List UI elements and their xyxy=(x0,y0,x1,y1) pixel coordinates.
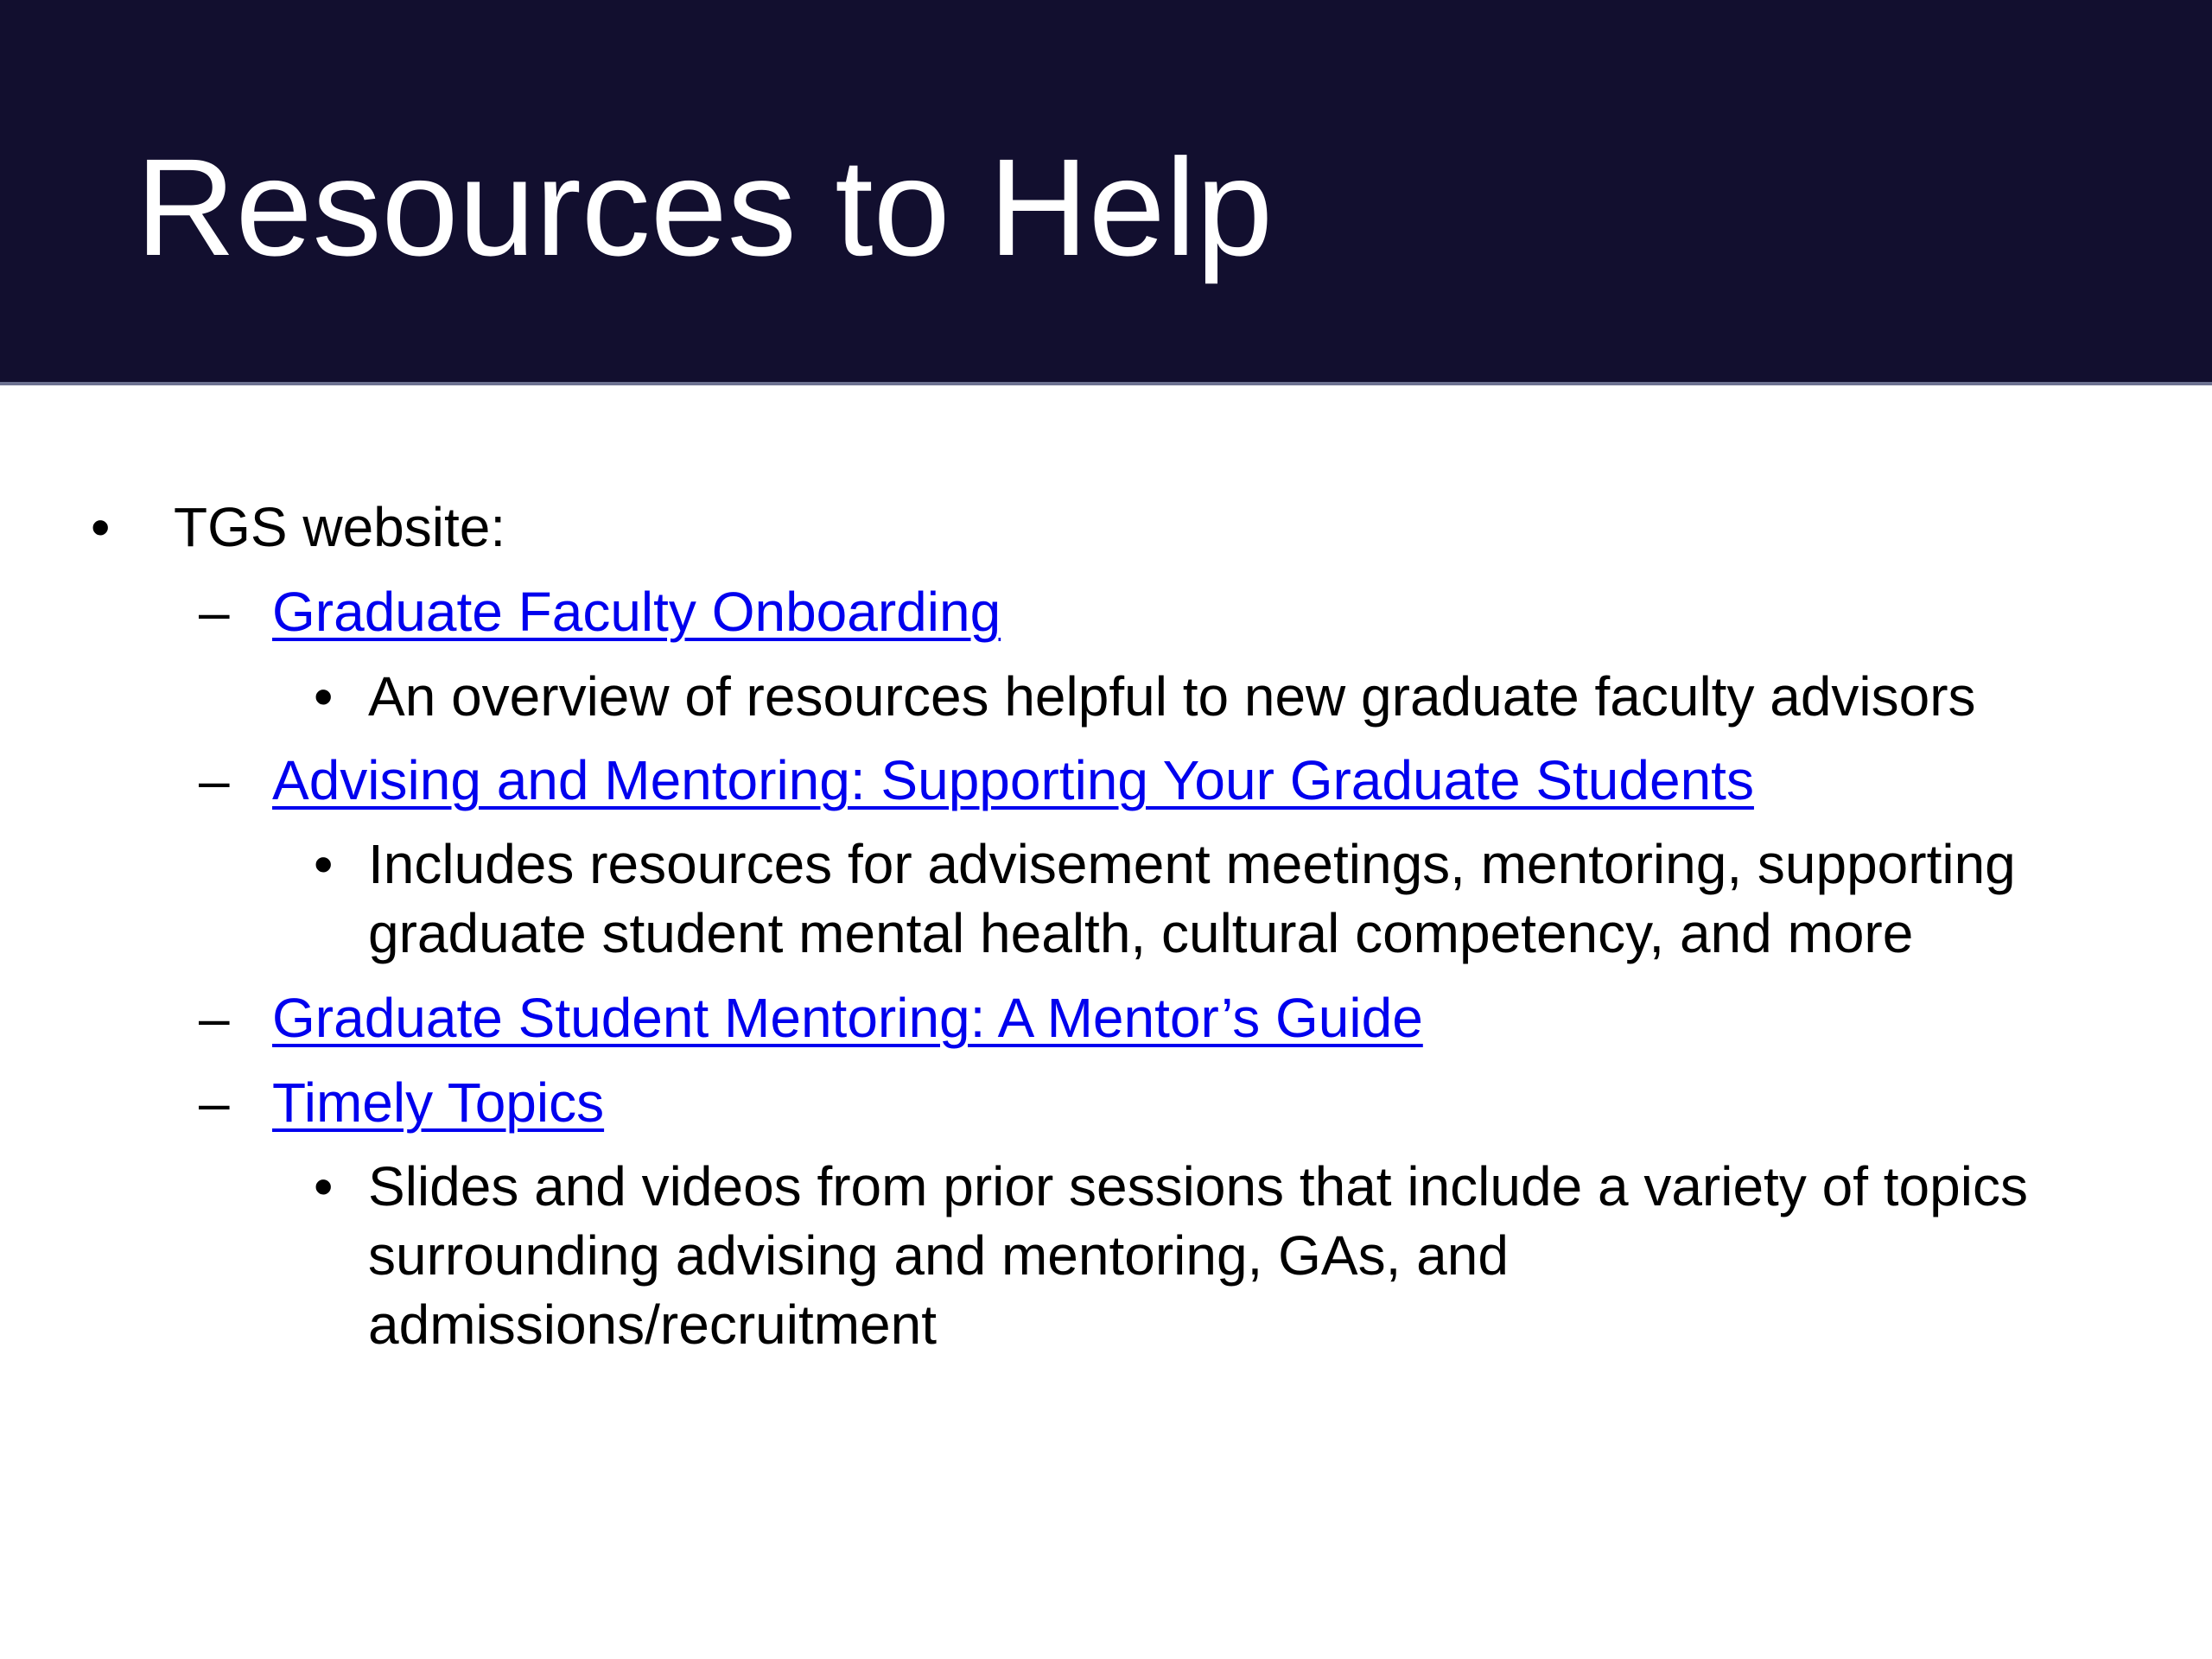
dash-marker: – xyxy=(199,581,230,643)
timely-description-line-3: admissions/recruitment xyxy=(368,1294,937,1356)
dash-marker: – xyxy=(199,1071,230,1134)
slide-title: Resources to Help xyxy=(136,130,1274,284)
list-item-tgs-website xyxy=(91,493,609,562)
timely-description-line-1: Slides and videos from prior sessions that include a variety of topics xyxy=(368,1155,2028,1217)
dash-marker: – xyxy=(199,749,230,811)
tgs-website-label: TGS website: xyxy=(174,496,506,558)
advising-description-line-2: graduate student mental health, cultural competency, and more xyxy=(368,902,1914,964)
timely-description-line-2: surrounding advising and mentoring, GAs, and xyxy=(368,1224,1509,1287)
advising-description xyxy=(368,830,2016,968)
list-item-timely-topics xyxy=(199,1068,890,1137)
list-item-advising xyxy=(199,746,1840,815)
bullet-marker: • xyxy=(91,496,111,558)
slide-header-band xyxy=(0,0,2212,385)
advising-description-line-1: Includes resources for advisement meetings, mentoring, supporting xyxy=(368,833,2016,895)
dash-marker: – xyxy=(199,987,230,1049)
graduate-faculty-onboarding-link[interactable]: Graduate Faculty Onboarding xyxy=(272,581,1001,643)
list-item-mentor-guide xyxy=(199,983,1581,1052)
list-item-onboarding-desc xyxy=(314,662,2128,731)
timely-topics-description xyxy=(368,1152,2028,1359)
mentor-guide-link[interactable]: Graduate Student Mentoring: A Mentor’s Guide xyxy=(272,987,1423,1049)
bullet-marker: • xyxy=(314,833,334,895)
onboarding-description: An overview of resources helpful to new graduate faculty advisors xyxy=(368,665,1976,728)
timely-topics-link[interactable]: Timely Topics xyxy=(272,1071,605,1134)
list-item-timely-desc xyxy=(314,1152,2189,1359)
list-item-onboarding xyxy=(199,577,1063,646)
advising-and-mentoring-link[interactable]: Advising and Mentoring: Supporting Your Graduate Students xyxy=(272,749,1754,811)
list-item-advising-desc xyxy=(314,830,2171,968)
bullet-marker: • xyxy=(314,1155,334,1217)
bullet-marker: • xyxy=(314,665,334,728)
